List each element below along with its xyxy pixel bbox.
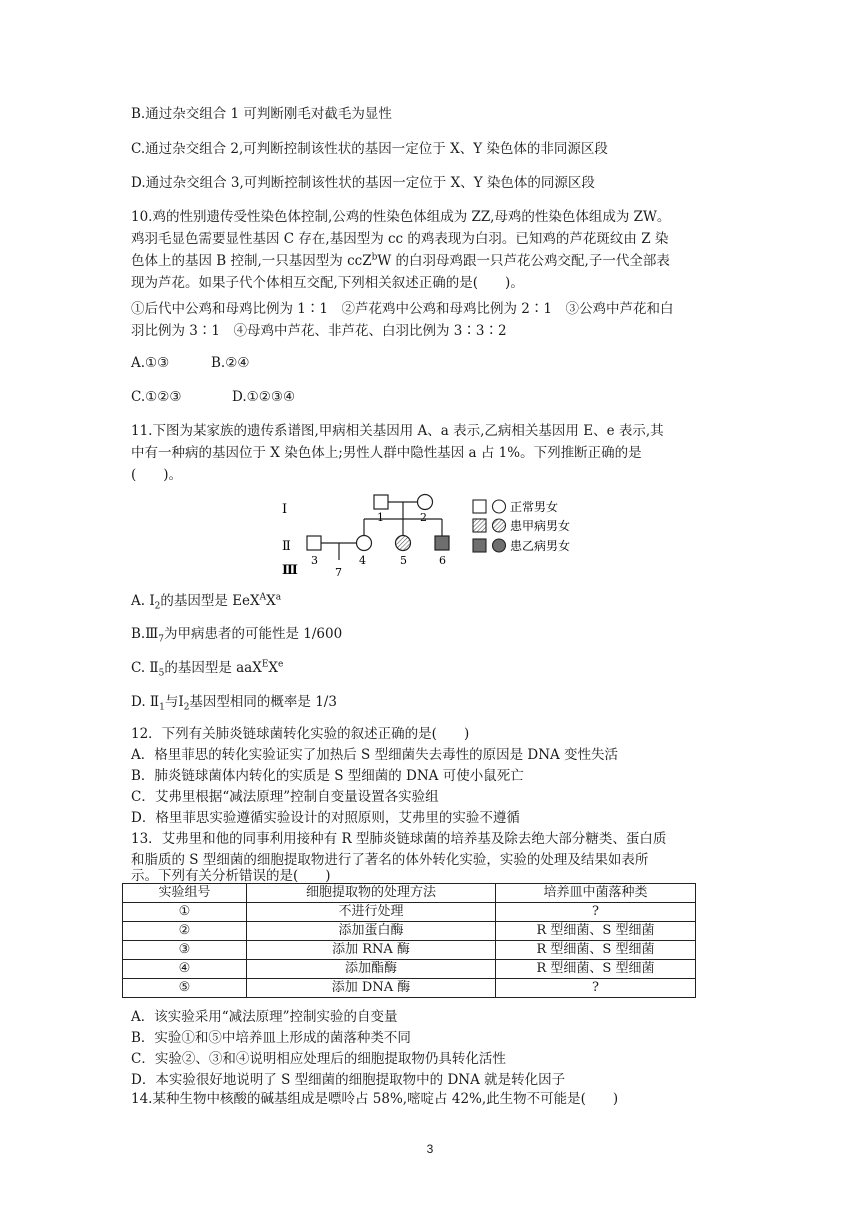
table-row (123, 979, 696, 998)
legend-jia-male (473, 519, 486, 532)
table-cell: ? (496, 903, 696, 922)
q10-option-c: C.①②③ (131, 389, 182, 405)
page-number: 3 (426, 1142, 434, 1156)
header-treatment: 细胞提取物的处理方法 (247, 884, 496, 903)
q13-option-b: B．实验①和⑤中培养皿上形成的菌落种类不同 (131, 1030, 411, 1046)
table-cell: ? (496, 979, 696, 998)
table-header-row (123, 884, 696, 903)
individual-ii4-female (357, 536, 372, 551)
q11-b-text: B.Ⅲ (131, 626, 159, 642)
experiment-table (122, 883, 696, 998)
q12-option-b: B．肺炎链球菌体内转化的实质是 S 型细菌的 DNA 可使小鼠死亡 (131, 768, 524, 784)
table-cell: ⑤ (123, 979, 247, 998)
q10-stem-line-1: 10.鸡的性别遗传受性染色体控制,公鸡的性染色体组成为 ZZ,母鸡的性染色体组成为 ZW。 (131, 209, 671, 225)
generation-label-i: Ⅰ (282, 502, 288, 517)
label-6: 6 (439, 554, 446, 567)
q11-option-c (131, 658, 283, 678)
legend-yi-male (473, 539, 486, 552)
legend-normal-female (493, 500, 506, 513)
q11-a-sup2: a (275, 592, 282, 603)
q11-stem-line-3: ( )。 (131, 467, 183, 483)
q12-option-d: D．格里菲思实验遵循实验设计的对照原则，艾弗里的实验不遵循 (131, 810, 520, 826)
q10-statements-2: 羽比例为 3∶1 ④母鸡中芦花、非芦花、白羽比例为 3∶3∶2 (131, 323, 507, 339)
q13-stem-line-2: 和脂质的 S 型细菌的细胞提取物进行了著名的体外转化实验，实验的处理及结果如表所 (131, 852, 649, 868)
q10-option-d: D.①②③④ (232, 389, 296, 405)
q11-d-text: D. Ⅱ (131, 694, 160, 710)
q10-stem-text: 色体上的基因 B 控制,一只基因型为 ccZ (131, 253, 372, 269)
table-cell: R 型细菌、S 型细菌 (496, 960, 696, 979)
q10-stem-line-4: 现为芦花。如果子代个体相互交配,下列相关叙述正确的是( )。 (131, 275, 524, 291)
q11-d-sub2: 2 (183, 702, 190, 713)
table-cell: ② (123, 922, 247, 941)
q9-option-d: D.通过杂交组合 3,可判断控制该性状的基因一定位于 X、Y 染色体的同源区段 (131, 175, 595, 191)
q9-option-c: C.通过杂交组合 2,可判断控制该性状的基因一定位于 X、Y 染色体的非同源区段 (131, 141, 608, 157)
label-2: 2 (420, 511, 427, 524)
q11-c-sup1: E (261, 659, 269, 670)
table-cell: 添加 DNA 酶 (247, 979, 496, 998)
table-cell: 添加蛋白酶 (247, 922, 496, 941)
q11-c-x: X (268, 660, 279, 676)
q14-stem: 14.某种生物中核酸的碱基组成是嘌呤占 58%,嘧啶占 42%,此生物不可能是( ) (131, 1091, 619, 1107)
table-cell: 不进行处理 (247, 903, 496, 922)
table-cell: 添加酯酶 (247, 960, 496, 979)
table-row (123, 922, 696, 941)
table-row (123, 941, 696, 960)
q13-option-c: C．实验②、③和④说明相应处理后的细胞提取物仍具转化活性 (131, 1051, 506, 1067)
header-group-no: 实验组号 (123, 884, 247, 903)
generation-label-iii: Ⅲ (282, 563, 298, 578)
q10-stem-line-2: 鸡羽毛显色需要显性基因 C 存在,基因型为 cc 的鸡表现为白羽。已知鸡的芦花斑纹由 Z 染 (131, 231, 669, 247)
table-cell: 添加 RNA 酶 (247, 941, 496, 960)
q11-d-text3: 基因型相同的概率是 1/3 (189, 694, 337, 710)
individual-i2-female (418, 495, 433, 510)
q13-stem-line-3: 示。下列有关分析错误的是( ) (131, 868, 331, 884)
q11-a-text2: 的基因型是 EeX (160, 593, 260, 609)
individual-i1-male (374, 495, 388, 509)
q10-stem-line-3 (131, 251, 670, 271)
q10-option-b: B.②④ (211, 355, 250, 371)
q11-a-sup1: A (259, 592, 267, 603)
q11-a-x: X (266, 593, 276, 609)
label-5: 5 (400, 554, 407, 567)
table-cell: ④ (123, 960, 247, 979)
q11-d-sub1: 1 (159, 702, 165, 713)
q11-option-a (131, 591, 281, 611)
q11-c-sup2: e (278, 659, 284, 670)
header-colony-types: 培养皿中菌落种类 (496, 884, 696, 903)
q12-option-a: A．格里菲思的转化实验证实了加热后 S 型细菌失去毒性的原因是 DNA 变性失活 (131, 747, 619, 763)
legend-jia-label: 患甲病男女 (510, 519, 571, 533)
label-3: 3 (311, 554, 318, 567)
legend-normal-label: 正常男女 (510, 500, 559, 514)
table-cell: R 型细菌、S 型细菌 (496, 941, 696, 960)
q13-option-d: D．本实验很好地说明了 S 型细菌的细胞提取物中的 DNA 就是转化因子 (131, 1072, 566, 1088)
q10-stem-text-cont: W 的白羽母鸡跟一只芦花公鸡交配,子一代全部表 (377, 253, 670, 269)
generation-label-ii: Ⅱ (282, 539, 291, 554)
q10-option-a: A.①③ (131, 355, 170, 371)
q11-c-text: C. Ⅱ (131, 660, 159, 676)
individual-ii6-male-yi (435, 536, 449, 550)
legend-jia-female (493, 519, 506, 532)
q11-c-text2: 的基因型是 aaX (164, 660, 262, 676)
label-7: 7 (335, 566, 342, 579)
individual-ii3-male (307, 536, 321, 550)
q11-b-text2: 为甲病患者的可能性是 1/600 (163, 626, 343, 642)
table-row (123, 903, 696, 922)
legend-yi-female (493, 539, 506, 552)
q11-stem-line-1: 11.下图为某家族的遗传系谱图,甲病相关基因用 A、a 表示,乙病相关基因用 E、e 表示,其 (131, 423, 664, 439)
q11-stem-line-2: 中有一种病的基因位于 X 染色体上;男性人群中隐性基因 a 占 1%。下列推断正确的是 (131, 445, 642, 461)
q11-option-b (131, 624, 342, 644)
label-4: 4 (359, 554, 366, 567)
table-cell: ① (123, 903, 247, 922)
q12-option-c: C．艾弗里根据“减法原理”控制自变量设置各实验组 (131, 789, 439, 805)
q11-c-sub: 5 (158, 668, 165, 679)
legend-yi-label: 患乙病男女 (510, 539, 571, 553)
table-row (123, 960, 696, 979)
q10-superscript: b (371, 252, 378, 263)
q11-b-sub: 7 (158, 634, 164, 645)
table-cell: R 型细菌、S 型细菌 (496, 922, 696, 941)
q11-option-d (131, 692, 337, 712)
pedigree-diagram (270, 488, 590, 583)
q11-d-text2: 与Ⅰ (164, 694, 184, 710)
q9-option-b: B.通过杂交组合 1 可判断刚毛对截毛为显性 (131, 106, 392, 122)
legend-normal-male (473, 500, 486, 513)
q13-option-a: A．该实验采用“减法原理”控制实验的自变量 (131, 1009, 398, 1025)
q11-a-sub: 2 (154, 601, 161, 612)
q10-statements-1: ①后代中公鸡和母鸡比例为 1∶1 ②芦花鸡中公鸡和母鸡比例为 2∶1 ③公鸡中芦花和白 (131, 301, 674, 317)
q12-stem: 12．下列有关肺炎链球菌转化实验的叙述正确的是( ) (131, 726, 470, 742)
q13-stem-line-1: 13．艾弗里和他的同事利用接种有 R 型肺炎链球菌的培养基及除去绝大部分糖类、蛋白质 (131, 831, 667, 847)
label-1: 1 (377, 511, 384, 524)
table-cell: ③ (123, 941, 247, 960)
individual-ii5-female-jia (396, 536, 411, 551)
q11-a-text: A. Ⅰ (131, 593, 155, 609)
